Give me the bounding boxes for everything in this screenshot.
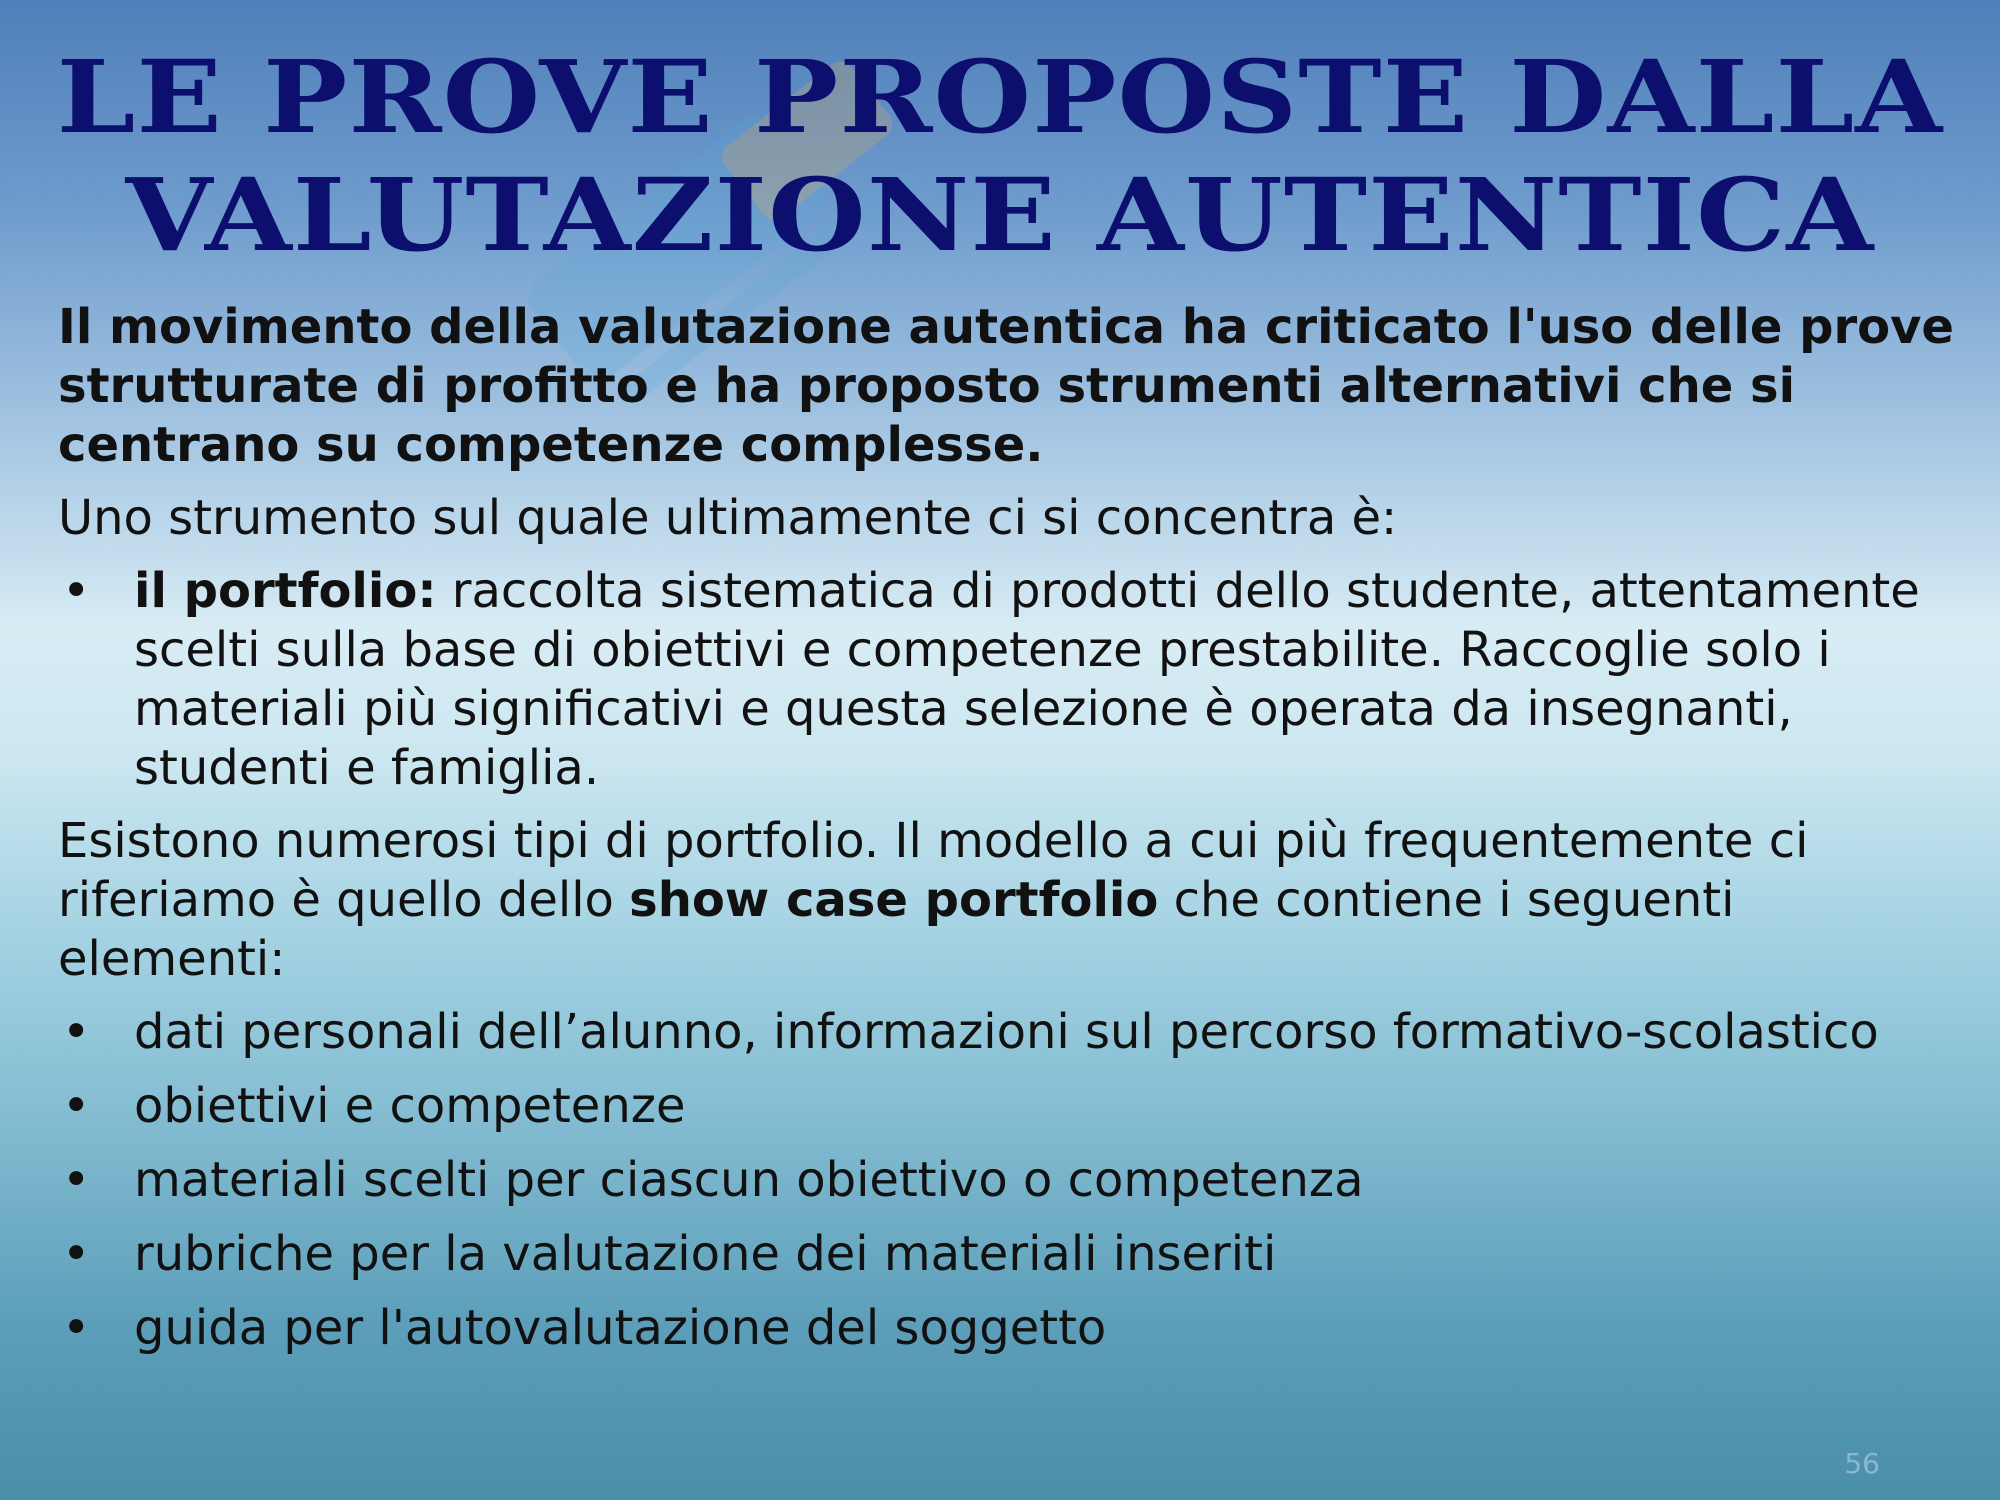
list-item (58, 1077, 1958, 1136)
list-item (58, 1003, 1958, 1062)
bullet-dot: • (62, 1152, 91, 1208)
slide-body (58, 298, 1958, 1373)
list-item (58, 1299, 1958, 1358)
bullet-dot: • (62, 1004, 91, 1060)
types-paragraph-highlight: show case portfolio (629, 872, 1159, 928)
list-item (58, 1225, 1958, 1284)
bullet-dot: • (62, 563, 91, 619)
list-item-text: rubriche per la valutazione dei materiali inseriti (134, 1226, 1277, 1282)
intro-paragraph: Il movimento della valutazione autentica ha criticato l'uso delle prove strutturate di profitto e ha proposto strumenti alternativi che si centrano su competenze complesse. (58, 299, 1954, 473)
list-item-text: materiali scelti per ciascun obiettivo o competenza (134, 1152, 1364, 1208)
types-paragraph (58, 812, 1958, 989)
portfolio-term: il portfolio: (134, 563, 437, 619)
list-item-text: guida per l'autovalutazione del soggetto (134, 1300, 1107, 1356)
portfolio-definition: raccolta sistematica di prodotti dello studente, attentamente scelti sulla base di obiettivi e competenze prestabilite. Raccoglie solo i materiali più significativi e questa selezione è operata da insegnanti, studenti e famiglia. (134, 563, 1920, 796)
slide-title-line-1: LE PROVE PROPOSTE DALLA (56, 38, 1944, 156)
list-item-text: dati personali dell’alunno, informazioni sul percorso formativo-scolastico (134, 1004, 1879, 1060)
tool-intro-paragraph: Uno strumento sul quale ultimamente ci si concentra è: (58, 490, 1398, 546)
portfolio-bullet (58, 562, 1958, 798)
list-item-text: obiettivi e competenze (134, 1078, 686, 1134)
slide-title (0, 38, 2000, 274)
bullet-dot: • (62, 1078, 91, 1134)
types-paragraph-after: che contiene i seguenti elementi: (58, 872, 1735, 987)
types-paragraph-before: Esistono numerosi tipi di portfolio. Il modello a cui più frequentemente ci riferiamo è quello dello (58, 813, 1809, 928)
bullet-dot: • (62, 1300, 91, 1356)
bullet-dot: • (62, 1226, 91, 1282)
slide-title-line-2: VALUTAZIONE AUTENTICA (125, 156, 1875, 274)
page-number: 56 (1844, 1447, 1880, 1480)
list-item (58, 1151, 1958, 1210)
